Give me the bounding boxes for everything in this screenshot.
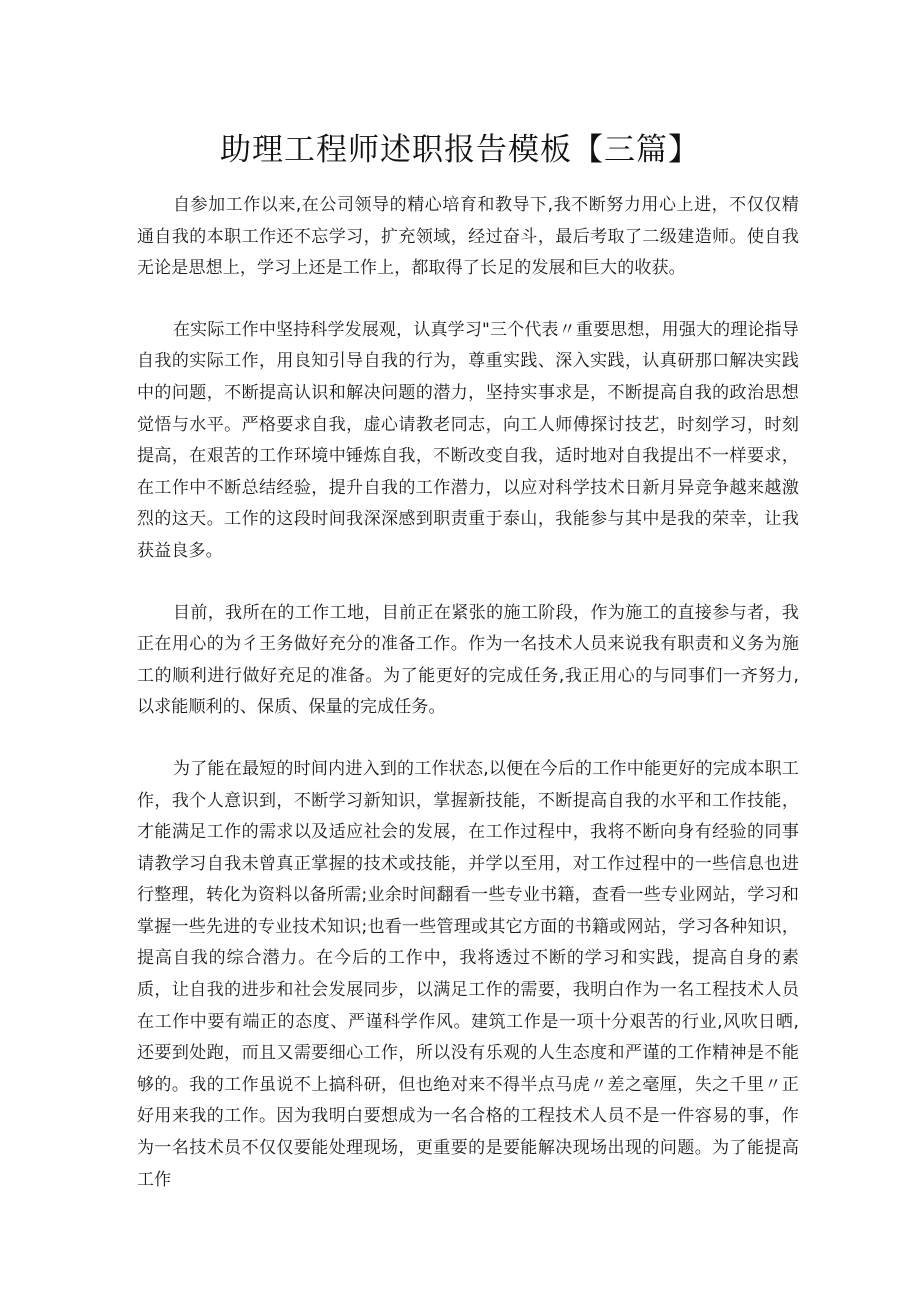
document-body	[137, 190, 799, 1226]
paragraph-current-work: 目前，我所在的工作工地，目前正在紧张的施工阶段，作为施工的直接参与者，我正在用心的为彳王务做好充分的准备工作。作为一名技术人员来说我有职责和义务为施工的顺利进行做好充足的准备。为了能更好的完成任务,我正用心的与同事们一齐努力,以求能顺利的、保质、保量的完成任务。	[137, 602, 799, 718]
paragraph-practice: 在实际工作中坚持科学发展观，认真学习"三个代表〃重要思想，用强大的理论指导自我的实际工作，用良知引导自我的行为，尊重实践、深入实践，认真研那口解决实践中的问题，不断提高认识和解决问题的潜力，坚持实事求是，不断提高自我的政治思想觉悟与水平。严格要求自我，虚心请教老同志，向工人师傅探讨技艺，时刻学习，时刻提高，在艰苦的工作环境中锤炼自我，不断改变自我，适时地对自我提出不一样要求，在工作中不断总结经验，提升自我的工作潜力，以应对科学技术日新月异竞争越来越激烈的这天。工作的这段时间我深深感到职责重于泰山，我能参与其中是我的荣幸，让我获益良多。	[137, 319, 799, 561]
paragraph-intro: 自参加工作以来,在公司领导的精心培育和教导下,我不断努力用心上进，不仅仅精通自我的本职工作还不忘学习，扩充领域，经过奋斗，最后考取了二级建造师。使自我无论是思想上，学习上还是工作上，都取得了长足的发展和巨大的收获。	[137, 195, 799, 279]
document-title: 助理工程师述职报告模板【三篇】	[220, 132, 700, 168]
paragraph-learning: 为了能在最短的时间内进入到的工作状态,以便在今后的工作中能更好的完成本职工作，我个人意识到，不断学习新知识，掌握新技能，不断提高自我的水平和工作技能，才能满足工作的需求以及适应社会的发展，在工作过程中，我将不断向身有经验的同事请教学习自我未曾真正掌握的技术或技能，并学以至用，对工作过程中的一些信息也进行整理，转化为资料以备所需;业余时间翻看一些专业书籍，查看一些专业网站，学习和掌握一些先进的专业技术知识;也看一些管理或其它方面的书籍或网站，学习各种知识，提高自我的综合潜力。在今后的工作中，我将透过不断的学习和实践，提高自身的素质，让自我的进步和社会发展同步，以满足工作的需要，我明白作为一名工程技术人员在工作中要有端正的态度、严谨科学作风。建筑工作是一项十分艰苦的行业,风吹日晒,还要到处跑，而且又需要细心工作，所以没有乐观的人生态度和严谨的工作精神是不能够的。我的工作虽说不上搞科研，但也绝对来不得半点马虎〃差之毫厘，失之千里〃正好用来我的工作。因为我明白要想成为一名合格的工程技术人员不是一件容易的事，作为一名技术员不仅仅要能处理现场，更重要的是要能解决现场出现的问题。为了能提高工作	[137, 758, 799, 1190]
